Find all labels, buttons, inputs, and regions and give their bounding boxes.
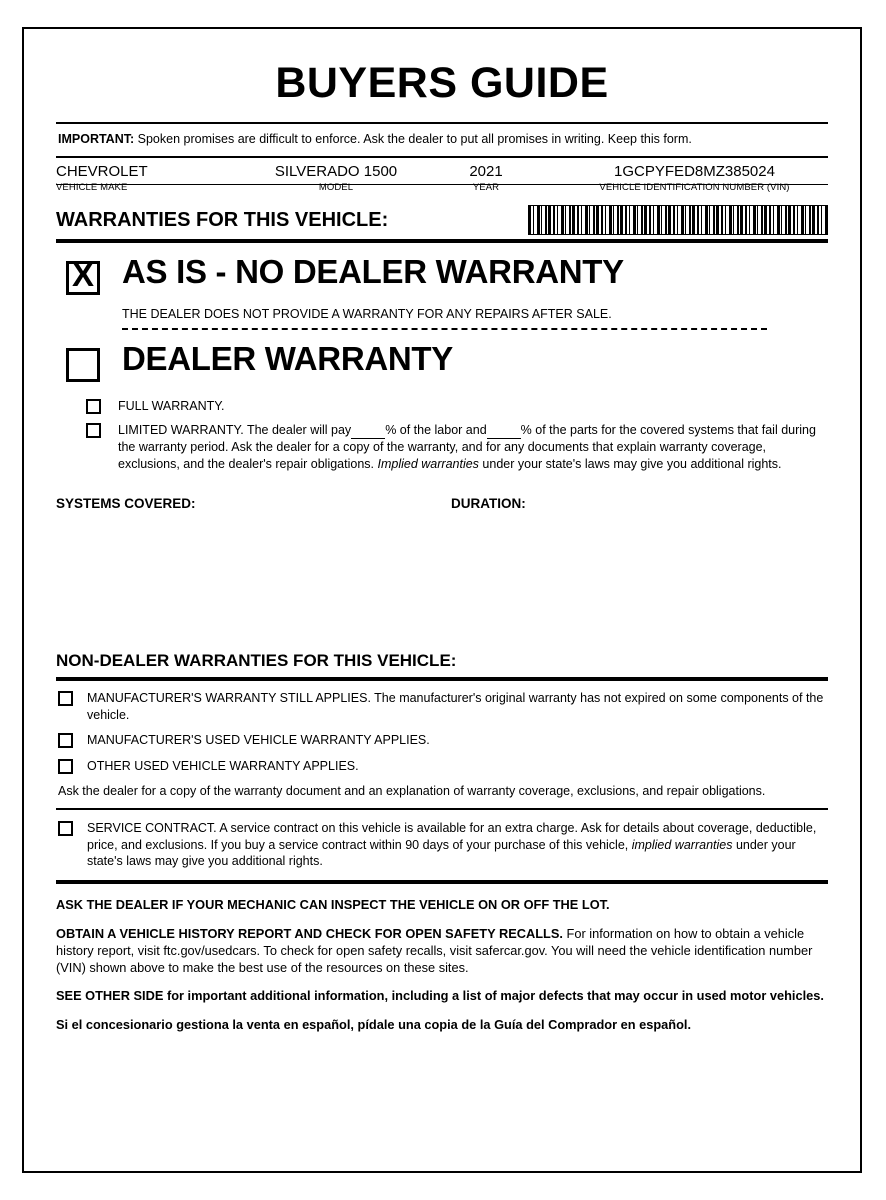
duration-label: DURATION:: [451, 496, 526, 512]
vehicle-vin-field: [561, 163, 828, 193]
vehicle-make-label: VEHICLE MAKE: [56, 181, 128, 193]
limited-warranty-text-1: LIMITED WARRANTY. The dealer will pay: [118, 423, 352, 438]
service-contract-italic: implied warranties: [631, 837, 733, 852]
limited-warranty-row: [56, 422, 828, 472]
divider-non-dealer: [56, 677, 828, 681]
page-title: BUYERS GUIDE: [275, 59, 609, 107]
non-dealer-item-0: [56, 690, 828, 723]
divider-warranties: [56, 239, 828, 243]
non-dealer-item-0-label: MANUFACTURER'S WARRANTY STILL APPLIES. The manufacturer's original warranty has not expired on some components of the vehicle.: [87, 691, 824, 722]
vehicle-model-field: [246, 163, 426, 193]
other-side-bold: SEE OTHER SIDE: [56, 988, 164, 1004]
vehicle-year-label: YEAR: [472, 181, 500, 193]
warranties-header-row: [56, 205, 828, 239]
non-dealer-header: NON-DEALER WARRANTIES FOR THIS VEHICLE:: [56, 651, 457, 671]
as-is-row: [56, 252, 828, 303]
divider-bottom: [56, 880, 828, 884]
history-notice-bold: OBTAIN A VEHICLE HISTORY REPORT AND CHECK FOR OPEN SAFETY RECALLS.: [56, 925, 563, 941]
vehicle-model-label: MODEL: [318, 181, 354, 193]
vehicle-info-row: [56, 163, 828, 205]
limited-warranty-text-2: % of the labor and: [385, 423, 487, 438]
bottom-notices: [56, 896, 828, 1033]
checkmark-x-icon: X: [71, 255, 94, 293]
manufacturer-used-warranty-checkbox[interactable]: [58, 733, 73, 748]
inspect-notice-text: ASK THE DEALER IF YOUR MECHANIC CAN INSPECT THE VEHICLE ON OR OFF THE LOT.: [56, 897, 610, 913]
other-side-text: for important additional information, including a list of major defects that may occur in used motor vehicles.: [166, 988, 824, 1004]
buyers-guide-form: [22, 27, 862, 1173]
vehicle-year-field: [441, 163, 531, 193]
non-dealer-note: Ask the dealer for a copy of the warranty document and an explanation of warranty coverage, exclusions, and repair obligations.: [58, 784, 766, 799]
parts-percent-blank[interactable]: [487, 426, 521, 439]
important-label: IMPORTANT:: [58, 132, 135, 146]
vehicle-make-field: [56, 163, 226, 193]
limited-warranty-text-3: % of the parts for the covered systems that fail during the warranty period. Ask the dealer for a copy of the warranty, and for any documents that explain warranty coverage, exclusions, and the dealer's repair obligations.: [118, 423, 816, 471]
other-side-notice: [56, 987, 828, 1004]
form-content: [56, 41, 828, 1033]
dashed-divider: [122, 328, 767, 330]
service-contract-text-2: under your state's laws may give you additional rights.: [87, 837, 796, 869]
dealer-warranty-title: DEALER WARRANTY: [122, 339, 453, 377]
history-notice: [56, 925, 828, 977]
non-dealer-item-2-label: OTHER USED VEHICLE WARRANTY APPLIES.: [87, 758, 359, 773]
as-is-checkbox[interactable]: [66, 255, 100, 295]
divider-important: [56, 156, 828, 158]
spanish-notice: [56, 1016, 828, 1033]
systems-covered-label: SYSTEMS COVERED:: [56, 496, 196, 512]
vehicle-vin-label: VEHICLE IDENTIFICATION NUMBER (VIN): [599, 181, 790, 193]
barcode-image: [528, 205, 828, 235]
full-warranty-label: FULL WARRANTY.: [118, 398, 225, 413]
inspect-notice: [56, 896, 828, 913]
vehicle-model-value: SILVERADO 1500: [274, 162, 398, 180]
systems-covered-blank-area: [56, 516, 828, 646]
service-contract-row: [56, 820, 828, 871]
non-dealer-item-2: [56, 758, 828, 775]
full-warranty-checkbox[interactable]: [86, 399, 101, 414]
labor-percent-blank[interactable]: [351, 426, 385, 439]
as-is-subtitle: THE DEALER DOES NOT PROVIDE A WARRANTY FOR ANY REPAIRS AFTER SALE.: [122, 306, 612, 321]
warranties-header: WARRANTIES FOR THIS VEHICLE:: [56, 208, 389, 231]
spanish-notice-text: Si el concesionario gestiona la venta en español, pídale una copia de la Guía del Comprador en español.: [56, 1016, 692, 1032]
divider-service-top: [56, 808, 828, 810]
dealer-warranty-checkbox[interactable]: [66, 348, 100, 382]
history-notice-text: For information on how to obtain a vehicle history report, visit ftc.gov/usedcars. To check for open safety recalls, visit safercar.gov. You will need the vehicle identification number (VIN) shown above to make the best use of the resources on these sites.: [56, 925, 813, 976]
important-text: Spoken promises are difficult to enforce. Ask the dealer to put all promises in writing. Keep this form.: [137, 132, 692, 146]
non-dealer-item-1-label: MANUFACTURER'S USED VEHICLE WARRANTY APPLIES.: [87, 733, 430, 748]
vehicle-year-value: 2021: [469, 162, 503, 180]
service-contract-checkbox[interactable]: [58, 821, 73, 836]
full-warranty-row: [56, 398, 828, 415]
limited-warranty-italic: Implied warranties: [377, 456, 479, 471]
vehicle-make-value: CHEVROLET: [56, 162, 148, 180]
systems-duration-row: [56, 496, 828, 516]
service-contract-text-1: SERVICE CONTRACT. A service contract on this vehicle is available for an extra charge. Ask for details about coverage, deductible, price, and exclusions. If you buy a service contract within 90 days of your purchase of this vehicle,: [87, 820, 817, 852]
other-used-warranty-checkbox[interactable]: [58, 759, 73, 774]
non-dealer-item-1: [56, 732, 828, 749]
as-is-title: AS IS - NO DEALER WARRANTY: [122, 252, 624, 290]
limited-warranty-checkbox[interactable]: [86, 423, 101, 438]
dealer-warranty-row: [56, 339, 828, 390]
limited-warranty-text-4: under your state's laws may give you additional rights.: [482, 456, 782, 471]
important-notice: [56, 124, 828, 156]
manufacturer-warranty-checkbox[interactable]: [58, 691, 73, 706]
vehicle-vin-value: 1GCPYFED8MZ385024: [614, 162, 775, 180]
